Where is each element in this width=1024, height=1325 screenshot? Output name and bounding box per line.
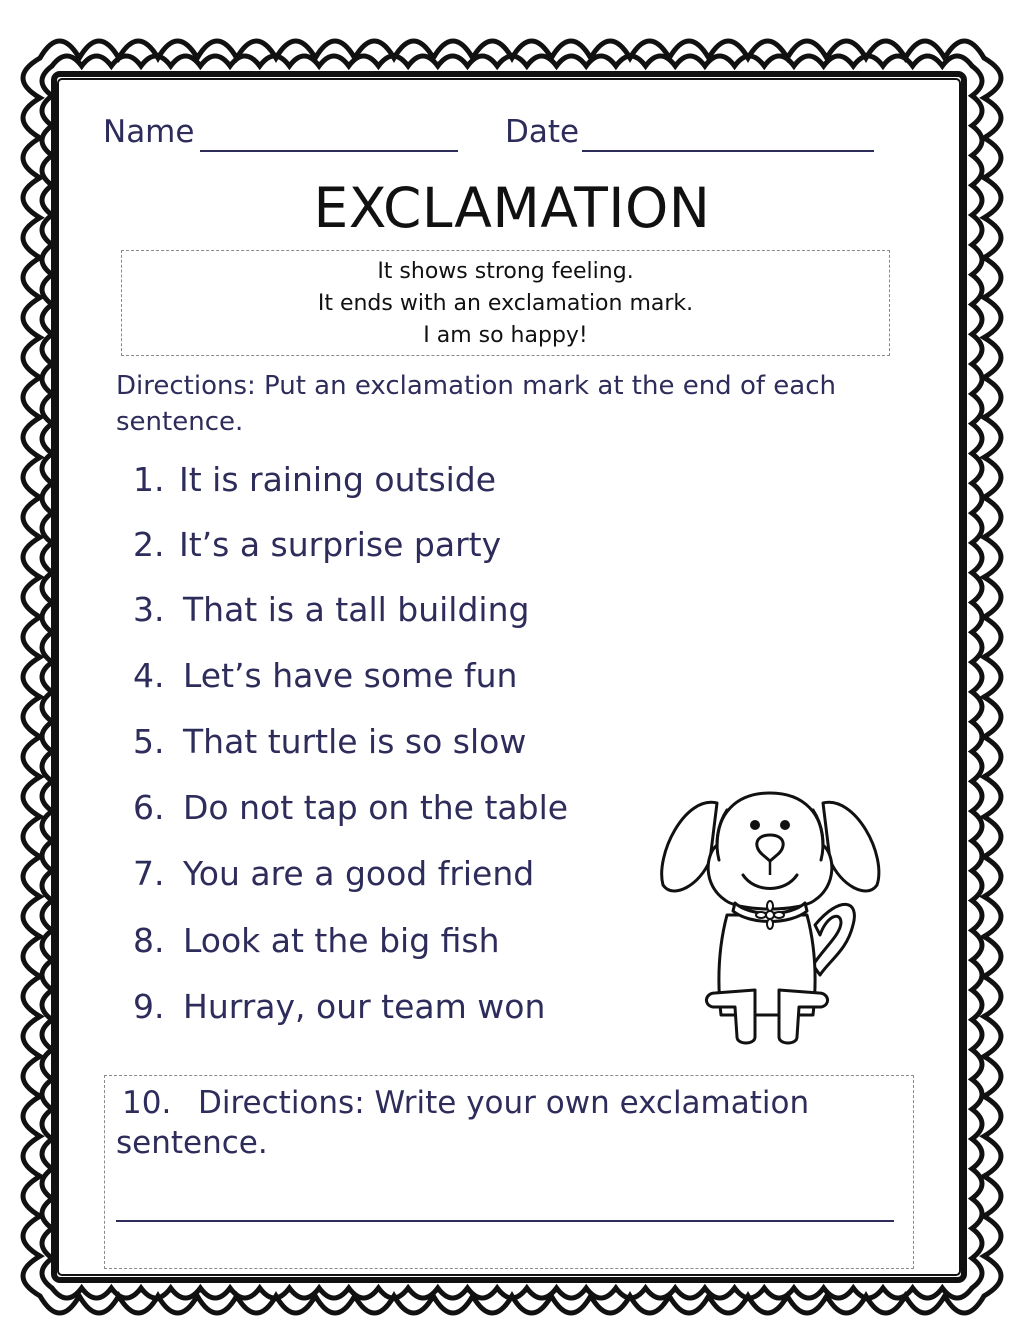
- definition-box: [121, 250, 890, 356]
- name-blank-line[interactable]: [200, 150, 458, 152]
- puppy-dog-clipart: [655, 775, 885, 1050]
- item-text: That turtle is so slow: [183, 722, 527, 761]
- list-item: [133, 854, 534, 893]
- definition-example: I am so happy!: [423, 323, 588, 348]
- item-text: It is raining outside: [179, 460, 497, 499]
- name-label: Name: [103, 114, 195, 150]
- item-text: Do not tap on the table: [183, 788, 569, 827]
- item-number: 5.: [133, 722, 165, 761]
- item-number: 6.: [133, 788, 165, 827]
- directions-text: Directions: Put an exclamation mark at the end of each sentence.: [116, 371, 836, 437]
- list-item: [133, 525, 501, 564]
- page-title: EXCLAMATION: [313, 176, 711, 240]
- definition-line: It ends with an exclamation mark.: [317, 291, 694, 316]
- date-label: Date: [505, 114, 580, 150]
- list-item: [133, 656, 517, 695]
- list-item: [133, 987, 545, 1026]
- list-item: [133, 460, 496, 499]
- item-text: You are a good friend: [183, 854, 535, 893]
- write-directions: [116, 1083, 896, 1163]
- item-text: That is a tall building: [183, 590, 530, 629]
- item-text: It’s a surprise party: [179, 525, 502, 564]
- item-number: 1.: [133, 460, 165, 499]
- date-blank-line[interactable]: [582, 150, 874, 152]
- item-number: 9.: [133, 987, 165, 1026]
- item-text: Let’s have some fun: [183, 656, 518, 695]
- item-number: 7.: [133, 854, 165, 893]
- definition-line: It shows strong feeling.: [377, 259, 634, 284]
- list-item: [133, 921, 500, 960]
- item-number: 3.: [133, 590, 165, 629]
- item-number: 8.: [133, 921, 165, 960]
- write-directions-text: Directions: Write your own exclamation sentence.: [116, 1085, 810, 1161]
- item-number: 2.: [133, 525, 165, 564]
- list-item: [133, 722, 526, 761]
- list-item: [133, 788, 568, 827]
- answer-blank-line[interactable]: [116, 1220, 894, 1222]
- item-number: 4.: [133, 656, 165, 695]
- item-text: Look at the big fish: [183, 921, 500, 960]
- list-item: [133, 590, 529, 629]
- item-number: 10.: [122, 1085, 172, 1121]
- item-text: Hurray, our team won: [183, 987, 546, 1026]
